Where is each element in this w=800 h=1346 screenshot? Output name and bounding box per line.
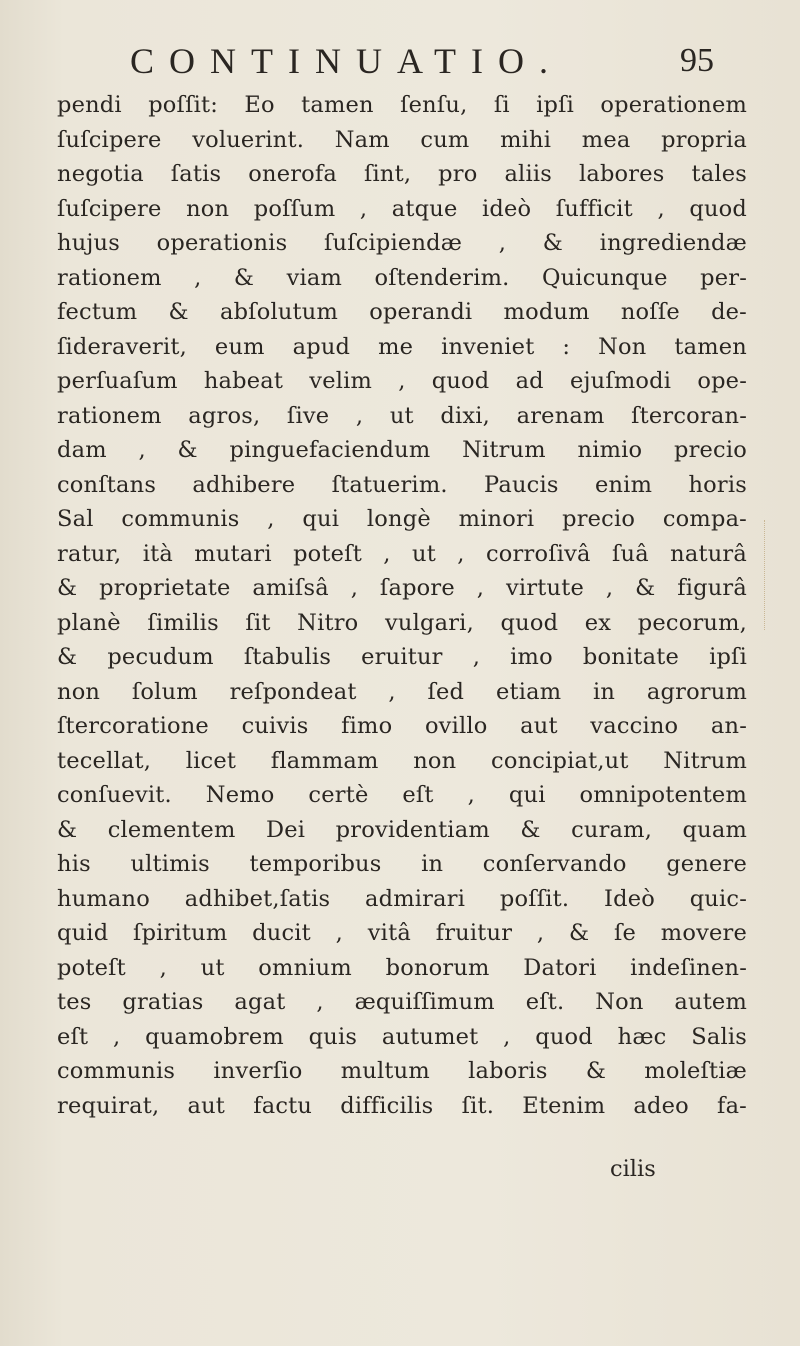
text-line: rationem , & viam oſtenderim. Quicunque per- xyxy=(57,264,747,291)
text-line: communis inverſio multum laboris & moleſtiæ xyxy=(57,1058,747,1084)
text-line: non ſolum reſpondeat , ſed etiam in agrorum xyxy=(57,678,747,705)
running-title: CONTINUATIO. xyxy=(130,41,563,81)
text-line: poteſt , ut omnium bonorum Datori indeſinen- xyxy=(57,954,747,981)
text-line: humano adhibet,ſatis admirari poſſit. Ideò quic- xyxy=(57,885,747,912)
text-line: rationem agros, ſive , ut dixi, arenam ſtercoran- xyxy=(57,402,747,429)
margin-stain xyxy=(750,520,765,630)
text-line: hujus operationis ſuſcipiendæ , & ingrediendæ xyxy=(57,230,747,256)
catchword: cilis xyxy=(610,1156,656,1182)
text-line: ſuſcipere non poſſum , atque ideò ſufficit , quod xyxy=(57,195,747,222)
text-line: & pecudum ſtabulis eruitur , imo bonitate ipſi xyxy=(57,644,747,670)
page-header xyxy=(0,40,800,90)
text-line: negotia ſatis onerofa ſint, pro aliis labores tales xyxy=(57,161,747,187)
page-number: 95 xyxy=(680,42,714,79)
text-line: & clementem Dei providentiam & curam, quam xyxy=(57,816,747,843)
text-line: conſuevit. Nemo certè eſt , qui omnipotentem xyxy=(57,782,747,808)
text-line: fectum & abſolutum operandi modum noſſe de- xyxy=(57,299,747,325)
text-line: ſideraverit, eum apud me inveniet : Non tamen xyxy=(57,333,747,360)
text-line: planè ſimilis ſit Nitro vulgari, quod ex pecorum, xyxy=(57,609,747,636)
text-line: Sal communis , qui longè minori precio compa- xyxy=(57,506,747,532)
text-line: quid ſpiritum ducit , vitâ fruitur , & ſe movere xyxy=(57,920,747,946)
text-line: ſtercoratione cuivis fimo ovillo aut vaccino an- xyxy=(57,713,747,739)
text-line: conſtans adhibere ſtatuerim. Paucis enim horis xyxy=(57,471,747,498)
text-line: tes gratias agat , æquiſſimum eſt. Non autem xyxy=(57,989,747,1015)
body-text xyxy=(57,88,747,1123)
text-line: eſt , quamobrem quis autumet , quod hæc Salis xyxy=(57,1023,747,1050)
text-line: requirat, aut factu difficilis ſit. Etenim adeo fa- xyxy=(57,1092,747,1119)
text-line: perſuaſum habeat velim , quod ad ejuſmodi ope- xyxy=(57,368,747,394)
text-line: tecellat, licet flammam non concipiat,ut Nitrum xyxy=(57,747,747,774)
text-line: his ultimis temporibus in conſervando genere xyxy=(57,851,747,877)
text-line: ſuſcipere voluerint. Nam cum mihi mea propria xyxy=(57,126,747,153)
text-line: & proprietate amiſsâ , ſapore , virtute , & figurâ xyxy=(57,575,747,601)
text-line: pendi poſſit: Eo tamen ſenſu, ſi ipſi operationem xyxy=(57,92,747,118)
text-line: ratur, ità mutari poteſt , ut , corroſivâ ſuâ naturâ xyxy=(57,540,747,567)
text-line: dam , & pinguefaciendum Nitrum nimio precio xyxy=(57,437,747,463)
